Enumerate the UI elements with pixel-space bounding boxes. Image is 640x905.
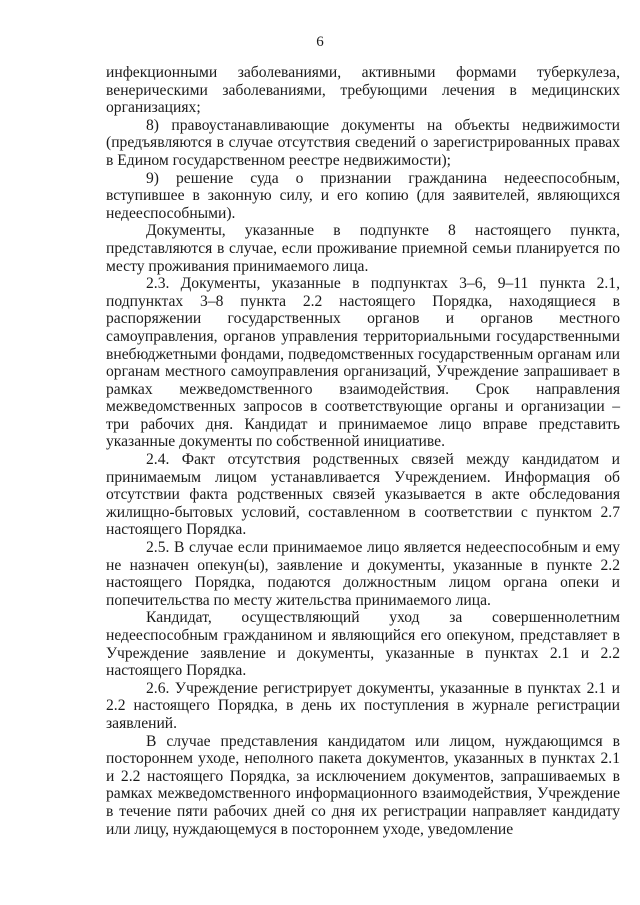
paragraph-continuation: инфекционными заболеваниями, активными формами туберкулеза, венерическими заболеваниями, требующими лечения в медицинских организациях; xyxy=(106,64,620,117)
page-number: 6 xyxy=(316,34,324,50)
paragraph-incomplete-package: В случае представления кандидатом или лицом, нуждающимся в постороннем уходе, неполного пакета документов, указанных в пунктах 2.1 и 2.2 настоящего Порядка, за исключением документов, запрашиваемых в рамках межведомственного информационного взаимодействия, Учреждение в течение пяти рабочих дней со дня их регистрации направляет кандидату или лицу, нуждающемуся в постороннем уходе, уведомление xyxy=(106,732,620,838)
paragraph-item-8: 8) правоустанавливающие документы на объекты недвижимости (предъявляются в случае отсутствия сведений о зарегистрированных правах в Едином государственном реестре недвижимости); xyxy=(106,116,620,169)
paragraph-documents-note: Документы, указанные в подпункте 8 настоящего пункта, представляются в случае, если проживание приемной семьи планируется по месту проживания принимаемого лица. xyxy=(106,222,620,275)
paragraph-2-3: 2.3. Документы, указанные в подпунктах 3–6, 9–11 пункта 2.1, подпунктах 3–8 пункта 2.2 настоящего Порядка, находящиеся в распоряжении государственных органов и органов местного самоуправления, органов управления территориальными государственными внебюджетными фондами, подведомственных государственным органам или органам местного самоуправления организаций, Учреждение запрашивает в рамках межведомственного взаимодействия. Срок направления межведомственных запросов в соответствующие органы и организации – три рабочих дня. Кандидат и принимаемое лицо вправе представить указанные документы по собственной инициативе. xyxy=(106,275,620,451)
paragraph-candidate-guardian: Кандидат, осуществляющий уход за совершеннолетним недееспособным гражданином и являющийся его опекуном, представляет в Учреждение заявление и документы, указанные в пунктах 2.1 и 2.2 настоящего Порядка. xyxy=(106,609,620,680)
paragraph-2-6: 2.6. Учреждение регистрирует документы, указанные в пунктах 2.1 и 2.2 настоящего Порядка, в день их поступления в журнале регистрации заявлений. xyxy=(106,679,620,732)
document-body xyxy=(106,64,620,838)
paragraph-2-5: 2.5. В случае если принимаемое лицо является недееспособным и ему не назначен опекун(ы), заявление и документы, указанные в пункте 2.2 настоящего Порядка, подаются должностным лицом органа опеки и попечительства по месту жительства принимаемого лица. xyxy=(106,539,620,609)
paragraph-2-4: 2.4. Факт отсутствия родственных связей между кандидатом и принимаемым лицом устанавливается Учреждением. Информация об отсутствии факта родственных связей указывается в акте обследования жилищно-бытовых условий, составленном в соответствии с пунктом 2.7 настоящего Порядка. xyxy=(106,451,620,539)
paragraph-item-9: 9) решение суда о признании гражданина недееспособным, вступившее в законную силу, и его копию (для заявителей, являющихся недееспособными). xyxy=(106,169,620,222)
